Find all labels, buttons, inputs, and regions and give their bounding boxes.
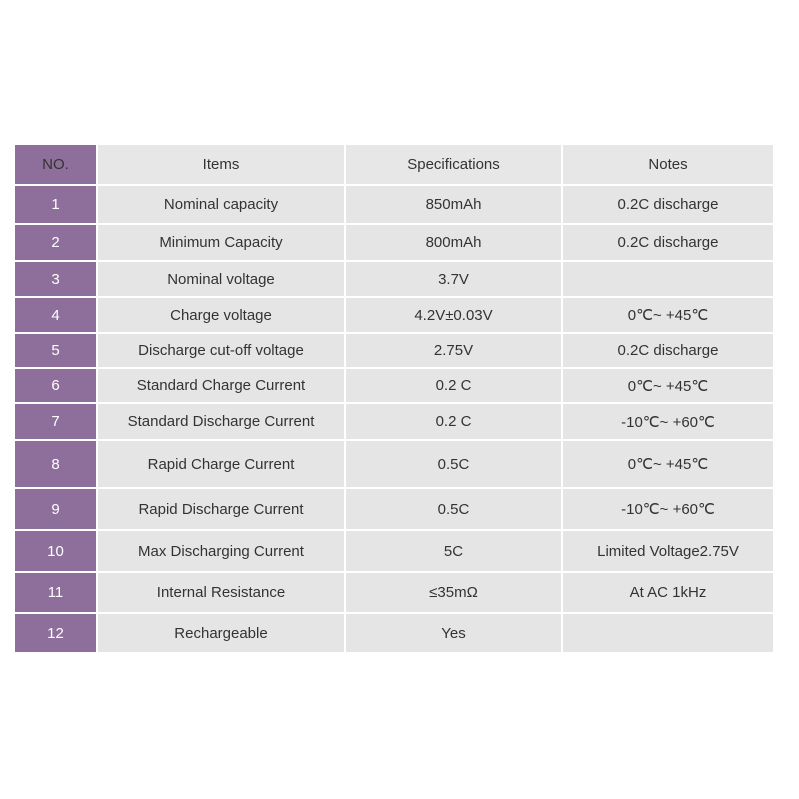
row-item: Minimum Capacity: [98, 225, 344, 260]
row-number: 3: [15, 262, 96, 296]
row-notes: At AC 1kHz: [563, 573, 773, 612]
row-notes: 0.2C discharge: [563, 225, 773, 260]
row-spec: 5C: [346, 531, 561, 571]
row-spec: Yes: [346, 614, 561, 652]
table-row: [15, 186, 773, 223]
row-spec: ≤35mΩ: [346, 573, 561, 612]
row-spec: 0.2 C: [346, 404, 561, 439]
row-spec: 3.7V: [346, 262, 561, 296]
row-number: 4: [15, 298, 96, 332]
row-number: 6: [15, 369, 96, 402]
table-row: [15, 298, 773, 332]
row-spec: 850mAh: [346, 186, 561, 223]
battery-spec-table: [13, 143, 775, 654]
row-notes: 0.2C discharge: [563, 334, 773, 367]
row-number: 8: [15, 441, 96, 487]
row-item: Rapid Charge Current: [98, 441, 344, 487]
row-item: Nominal voltage: [98, 262, 344, 296]
row-number: 2: [15, 225, 96, 260]
table-row: [15, 334, 773, 367]
row-item: Rapid Discharge Current: [98, 489, 344, 529]
row-spec: 0.5C: [346, 441, 561, 487]
table-row: [15, 225, 773, 260]
row-spec: 800mAh: [346, 225, 561, 260]
header-no: NO.: [15, 145, 96, 184]
row-notes: Limited Voltage2.75V: [563, 531, 773, 571]
table-row: [15, 489, 773, 529]
table-row: [15, 404, 773, 439]
row-item: Rechargeable: [98, 614, 344, 652]
row-spec: 4.2V±0.03V: [346, 298, 561, 332]
table-row: [15, 262, 773, 296]
header-specifications: Specifications: [346, 145, 561, 184]
row-number: 9: [15, 489, 96, 529]
table-header-row: [15, 145, 773, 184]
row-number: 5: [15, 334, 96, 367]
table-row: [15, 614, 773, 652]
row-number: 10: [15, 531, 96, 571]
row-number: 7: [15, 404, 96, 439]
row-notes: [563, 262, 773, 296]
header-notes: Notes: [563, 145, 773, 184]
row-notes: 0℃~ +45℃: [563, 298, 773, 332]
table-row: [15, 573, 773, 612]
row-item: Charge voltage: [98, 298, 344, 332]
row-notes: -10℃~ +60℃: [563, 489, 773, 529]
table-row: [15, 441, 773, 487]
row-number: 11: [15, 573, 96, 612]
row-item: Standard Discharge Current: [98, 404, 344, 439]
row-item: Nominal capacity: [98, 186, 344, 223]
row-spec: 2.75V: [346, 334, 561, 367]
row-spec: 0.5C: [346, 489, 561, 529]
row-item: Discharge cut-off voltage: [98, 334, 344, 367]
row-number: 1: [15, 186, 96, 223]
row-number: 12: [15, 614, 96, 652]
header-items: Items: [98, 145, 344, 184]
row-notes: -10℃~ +60℃: [563, 404, 773, 439]
table-row: [15, 369, 773, 402]
row-item: Internal Resistance: [98, 573, 344, 612]
table-row: [15, 531, 773, 571]
row-notes: 0℃~ +45℃: [563, 441, 773, 487]
row-notes: 0℃~ +45℃: [563, 369, 773, 402]
row-notes: 0.2C discharge: [563, 186, 773, 223]
row-spec: 0.2 C: [346, 369, 561, 402]
row-item: Standard Charge Current: [98, 369, 344, 402]
row-item: Max Discharging Current: [98, 531, 344, 571]
row-notes: [563, 614, 773, 652]
